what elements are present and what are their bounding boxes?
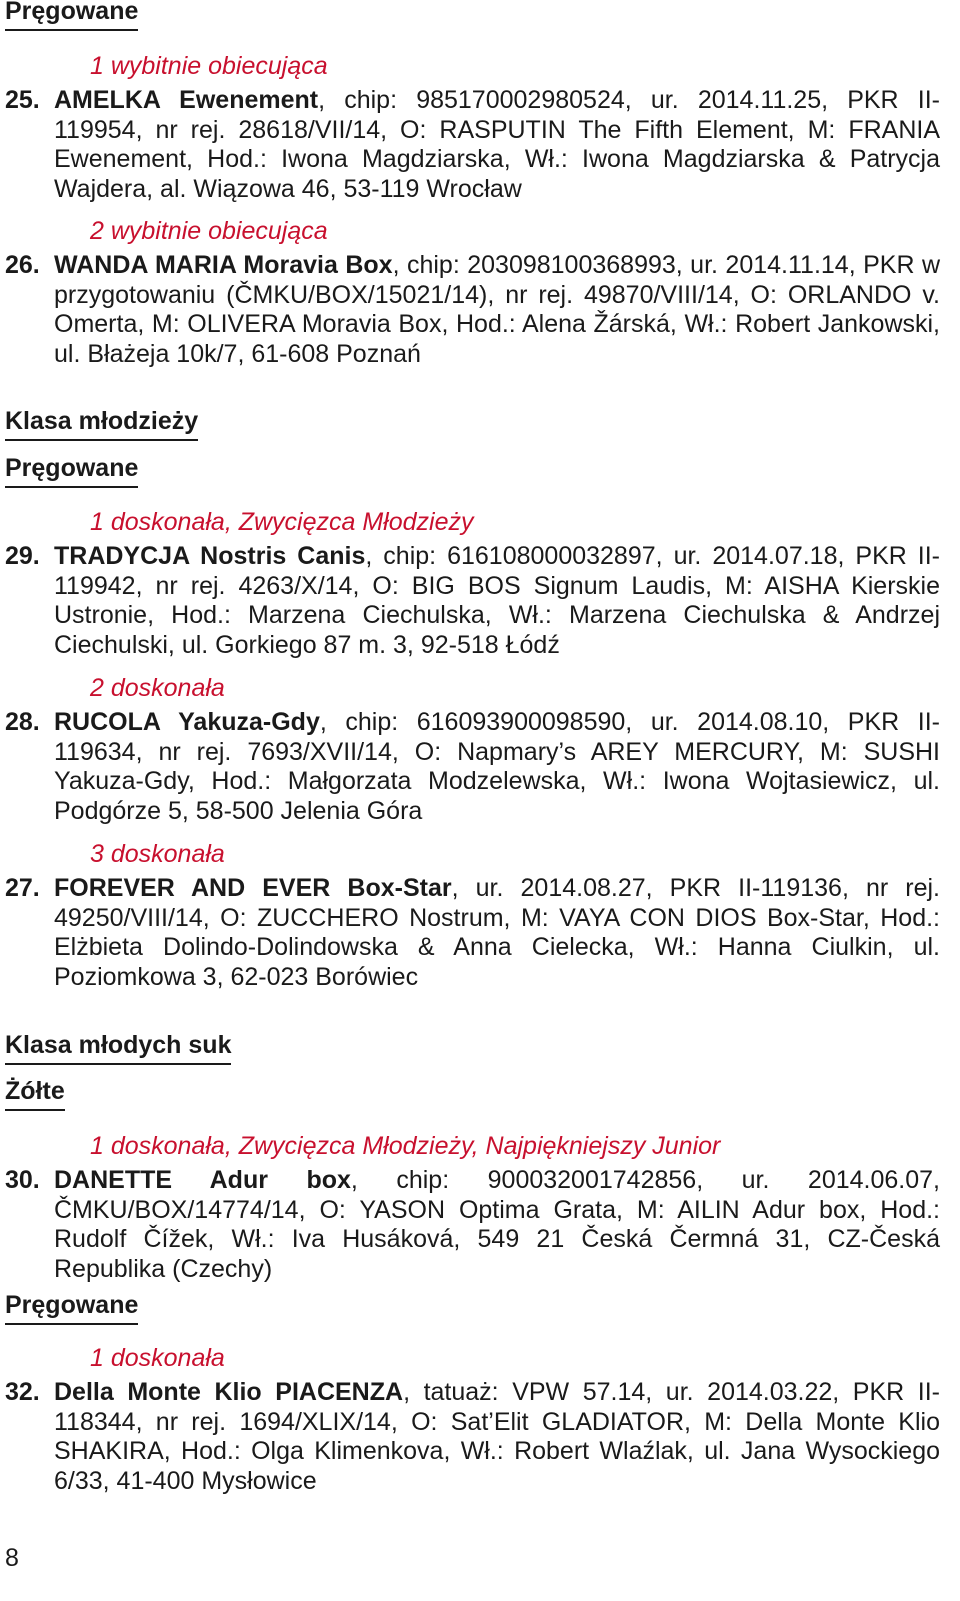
page-number: 8 (5, 1544, 19, 1572)
dog-entry (5, 542, 940, 660)
dog-details: , tatuaż: VPW 57.14, ur. 2014.03.22, PKR II-118344, nr rej. 1694/XLIX/14, O: Sat’Elit GLADIATOR, M: Della Monte Klio SHAKIRA, Hod.: Olga Klimenkova, Wł.: Robert Wlaźlak, ul. Jana Wysockiego 6/33, 41-400 Mysłowice (54, 1378, 940, 1495)
dog-entry (5, 86, 940, 204)
award-label: 3 doskonała (90, 840, 225, 868)
dog-details: , chip: 616093900098590, ur. 2014.08.10, PKR II-119634, nr rej. 7693/XVII/14, O: Napmary’s AREY MERCURY, M: SUSHI Yakuza-Gdy, Hod.: Małgorzata Modzelewska, Wł.: Iwona Wojtasiewicz, ul. Podgórze 5, 58-500 Jelenia Góra (54, 708, 940, 825)
award-label: 1 doskonała (90, 1344, 225, 1372)
entry-number: 27. (5, 874, 40, 902)
dog-entry (5, 1166, 940, 1284)
section-heading-pregowane: Pręgowane (5, 0, 138, 31)
dog-entry (5, 251, 940, 369)
dog-details: , ur. 2014.08.27, PKR II-119136, nr rej. 49250/VIII/14, O: ZUCCHERO Nostrum, M: VAYA CON DIOS Box-Star, Hod.: Elżbieta Dolindo-Dolindowska & Anna Cielecka, Wł.: Hanna Ciulkin, ul. Poziomkowa 3, 62-023 Borówiec (54, 874, 941, 991)
entry-number: 32. (5, 1378, 40, 1406)
class-heading-klasa-mlodych-suk: Klasa młodych suk (5, 1030, 231, 1065)
dog-details: , chip: 985170002980524, ur. 2014.11.25, PKR II-119954, nr rej. 28618/VII/14, O: RASPUTIN The Fifth Element, M: FRANIA Ewenement, Hod.: Iwona Magdziarska, Wł.: Iwona Magdziarska & Patrycja Wajdera, al. Wiązowa 46, 53-119 Wrocław (54, 86, 940, 203)
section-heading-pregowane: Pręgowane (5, 453, 138, 488)
entry-number: 30. (5, 1166, 40, 1194)
award-label: 2 doskonała (90, 674, 225, 702)
dog-entry (5, 1378, 940, 1496)
entry-number: 29. (5, 542, 40, 570)
class-heading-klasa-mlodziezy: Klasa młodzieży (5, 406, 198, 441)
dog-name: WANDA MARIA Moravia Box (54, 251, 393, 279)
dog-details: , chip: 900032001742856, ur. 2014.06.07, ČMKU/BOX/14774/14, O: YASON Optima Grata, M: AILIN Adur box, Hod.: Rudolf Čížek, Wł.: Iva Husáková, 549 21 Česká Čermná 31, CZ-Česká Republika (Czechy) (54, 1166, 940, 1283)
award-label: 1 doskonała, Zwycięzca Młodzieży, Najpiękniejszy Junior (90, 1132, 721, 1160)
award-label: 2 wybitnie obiecująca (90, 217, 328, 245)
award-label: 1 wybitnie obiecująca (90, 52, 328, 80)
dog-name: FOREVER AND EVER Box-Star (54, 874, 452, 902)
section-heading-zolte: Żółte (5, 1076, 65, 1111)
award-label: 1 doskonała, Zwycięzca Młodzieży (90, 508, 474, 536)
section-heading-pregowane: Pręgowane (5, 1290, 138, 1325)
dog-name: Della Monte Klio PIACENZA (54, 1378, 404, 1406)
dog-name: TRADYCJA Nostris Canis (54, 542, 366, 570)
entry-number: 26. (5, 251, 40, 279)
dog-details: , chip: 616108000032897, ur. 2014.07.18, PKR II-119942, nr rej. 4263/X/14, O: BIG BOS Signum Laudis, M: AISHA Kierskie Ustronie, Hod.: Marzena Ciechulska, Wł.: Marzena Ciechulska & Andrzej Ciechulski, ul. Gorkiego 87 m. 3, 92-518 Łódź (54, 542, 941, 659)
dog-name: DANETTE Adur box (54, 1166, 351, 1194)
dog-entry (5, 874, 940, 992)
dog-entry (5, 708, 940, 826)
dog-name: AMELKA Ewenement (54, 86, 319, 114)
entry-number: 28. (5, 708, 40, 736)
dog-details: , chip: 203098100368993, ur. 2014.11.14, PKR w przygotowaniu (ČMKU/BOX/15021/14), nr rej. 49870/VIII/14, O: ORLANDO v. Omerta, M: OLIVERA Moravia Box, Hod.: Alena Žárská, Wł.: Robert Jankowski, ul. Błażeja 10k/7, 61-608 Poznań (54, 251, 940, 368)
dog-name: RUCOLA Yakuza-Gdy (54, 708, 320, 736)
entry-number: 25. (5, 86, 40, 114)
